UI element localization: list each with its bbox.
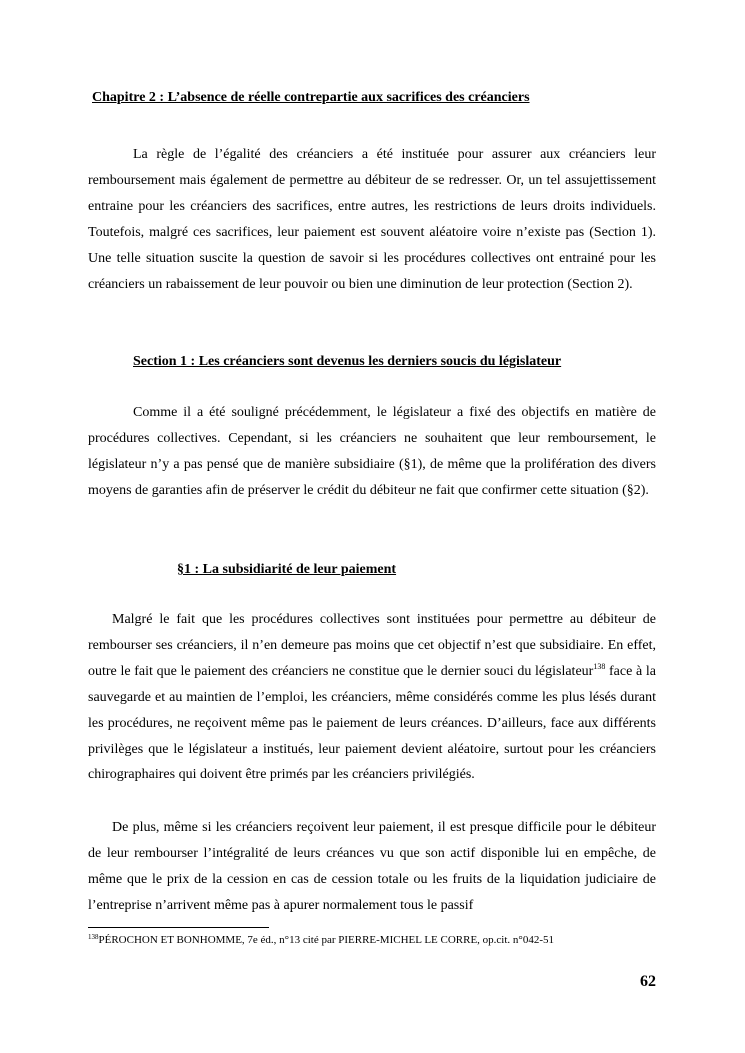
section-title: Section 1 : Les créanciers sont devenus les derniers soucis du législateur — [133, 354, 562, 369]
paragraph-1-text-end: face à la sauvegarde et au maintien de l’emploi, les créanciers, même considérés comme les plus lésés durant les procédures, ne reçoivent même pas le paiement de leurs créances. D’ailleurs, face aux différents privilèges que le législateur a institués, leur paiement devient aléatoire, surtout pour les créanciers chirographaires qui doivent être primés par les créanciers privilégiés. — [88, 663, 656, 783]
paragraph-1-text-start: Malgré le fait que les procédures collectives sont instituées pour permettre au débiteur de rembourser ses créanciers, il n’en demeure pas moins que cet objectif n’est que subsidiaire. En effet, outre le fait que le paiement des créanciers ne constitue que le dernier souci du législateur — [88, 612, 656, 679]
section-paragraph: Comme il a été souligné précédemment, le législateur a fixé des objectifs en matière de procédures collectives. Cependant, si les créanciers ne souhaitent que leur remboursement, le législateur n’y a pas pensé que de manière subsidiaire (§1), de même que la prolifération des divers moyens de garanties afin de préserver le crédit du débiteur ne fait que confirmer cette situation (§2). — [88, 405, 656, 498]
subsection-title: §1 : La subsidiarité de leur paiement — [177, 562, 397, 577]
footnote-reference: 138 — [593, 661, 606, 671]
body-paragraph-2: De plus, même si les créanciers reçoivent leur paiement, il est presque difficile pour le débiteur de leur rembourser l’intégralité de leurs créances vu que son actif disponible lui en empêche, de même que le prix de la cession en cas de cession totale ou les fruits de la liquidation judiciaire de l’entreprise n’arrivent même pas à apurer normalement tous le passif — [88, 820, 656, 913]
page-number: 62 — [640, 973, 656, 990]
footnote-text: PÉROCHON ET BONHOMME, 7e éd., n°13 cité par PIERRE-MICHEL LE CORRE, op.cit. n°042-51 — [98, 934, 554, 946]
body-paragraph-1 — [88, 607, 656, 788]
intro-paragraph: La règle de l’égalité des créanciers a été instituée pour assurer aux créanciers leur remboursement mais également de permettre au débiteur de se redresser. Or, un tel assujettissement entraine pour les créanciers des sacrifices, entre autres, les restrictions de leurs droits individuels. Toutefois, malgré ces sacrifices, leur paiement est souvent aléatoire voire n’existe pas (Section 1). Une telle situation suscite la question de savoir si les procédures collectives ont entrainé pour les créanciers un rabaissement de leur pouvoir ou bien une diminution de leur protection (Section 2). — [88, 147, 656, 292]
footnote — [88, 933, 554, 947]
footnote-separator — [88, 927, 269, 928]
footnote-number: 138 — [88, 933, 99, 941]
chapter-title: Chapitre 2 : L’absence de réelle contrepartie aux sacrifices des créanciers — [92, 90, 530, 105]
